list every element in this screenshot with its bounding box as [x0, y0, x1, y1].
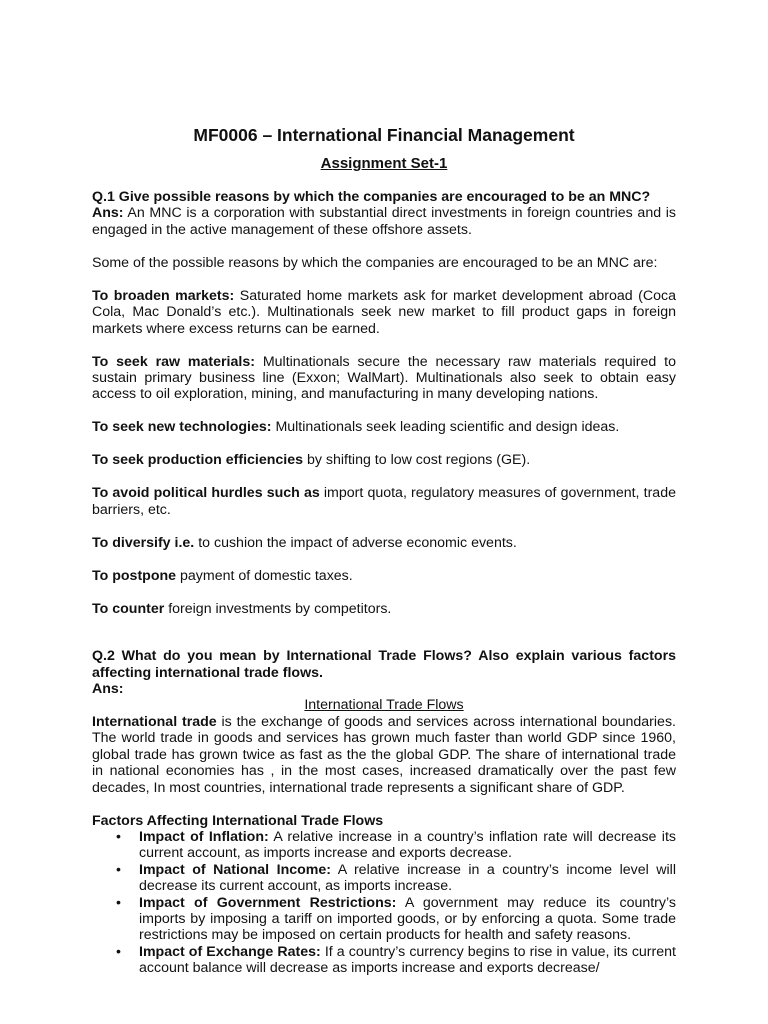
reason-political-hurdles: To avoid political hurdles such as import quota, regulatory measures of government, trade barriers, etc.: [92, 485, 676, 518]
trade-flows-paragraph: International trade is the exchange of goods and services across international boundaries. The world trade in goods and services has grown much faster than world GDP since 1960, global trade has grown twice as fast as the the global GDP. The share of international trade in national economies has , in the most cases, increased dramatically over the past few decades, In most countries, international trade represents a significant share of GDP.: [92, 713, 676, 796]
factors-heading: Factors Affecting International Trade Flows: [92, 812, 384, 829]
factors-list: [92, 829, 676, 977]
bullet-icon: •: [116, 861, 121, 878]
reason-new-technologies: To seek new technologies: Multinationals seek leading scientific and design ideas.: [92, 419, 620, 436]
bullet-icon: •: [116, 894, 121, 911]
reason-counter: To counter foreign investments by competitors.: [92, 600, 392, 617]
assignment-subtitle: [92, 155, 676, 173]
q2-question: Q.2 What do you mean by International Trade Flows? Also explain various factors affecting international trade flows.: [92, 648, 676, 681]
q1-intro: Some of the possible reasons by which the companies are encouraged to be an MNC are:: [92, 254, 658, 271]
reason-postpone: To postpone payment of domestic taxes.: [92, 567, 353, 584]
reason-diversify: To diversify i.e. to cushion the impact of adverse economic events.: [92, 534, 517, 551]
reason-broaden-markets: To broaden markets: Saturated home markets ask for market development abroad (Coca Cola, Mac Donald’s etc.). Multinationals seek new market to fill product gaps in foreign markets where excess returns can be earned.: [92, 287, 676, 337]
reason-production-efficiencies: To seek production efficiencies by shifting to low cost regions (GE).: [92, 452, 531, 469]
q2-answer-label: Ans:: [92, 681, 124, 698]
assignment-subtitle-text: Assignment Set-1: [320, 155, 448, 172]
trade-flows-heading: International Trade Flows: [304, 697, 464, 714]
bullet-icon: •: [116, 828, 121, 845]
factor-exchange-rates: • Impact of Exchange Rates: If a country’s currency begins to rise in value, its current account balance will decrease as imports increase and exports decrease/: [116, 943, 676, 977]
document-title: MF0006 – International Financial Management: [193, 125, 575, 145]
q1-question: Q.1 Give possible reasons by which the companies are encouraged to be an MNC?: [92, 189, 651, 205]
reason-raw-materials: To seek raw materials: Multinationals secure the necessary raw materials required to sustain primary business line (Exxon; WalMart). Multinationals also seek to obtain easy access to oil exploration, mining, and manufacturing in many developing nations.: [92, 353, 676, 403]
document-body: [92, 189, 676, 977]
q1-answer: Ans: An MNC is a corporation with substantial direct investments in foreign countries and is engaged in the active management of these offshore assets.: [92, 205, 676, 238]
factor-national-income: • Impact of National Income: A relative increase in a country’s income level will decrease its current account, as imports increase.: [116, 861, 676, 895]
factor-inflation: • Impact of Inflation: A relative increase in a country’s inflation rate will decrease its current account, as imports increase and exports decrease.: [116, 828, 676, 862]
bullet-icon: •: [116, 943, 121, 960]
factor-government-restrictions: • Impact of Government Restrictions: A government may reduce its country’s imports by imposing a tariff on imported goods, or by enforcing a quota. Some trade restrictions may be imposed on certain products for health and safety reasons.: [116, 894, 676, 944]
